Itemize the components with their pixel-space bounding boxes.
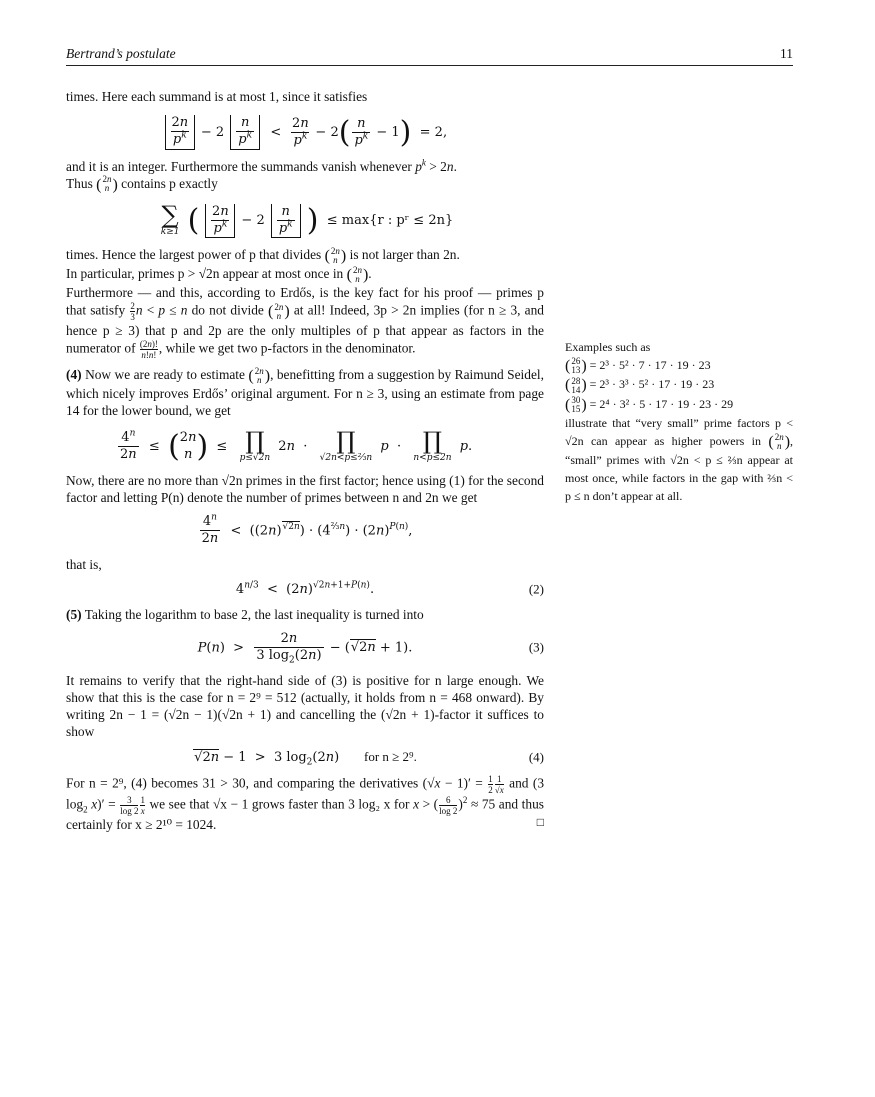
equation-number: (4) [528,749,544,765]
equation-condition: for n ≥ 2⁹. [364,749,417,765]
text-fragment: is not larger than 2n. [349,247,460,263]
equation-number: (2) [528,581,544,597]
page-number: 11 [780,46,793,61]
paragraph: It remains to verify that the right-hand side of (3) is positive for n large enough. We show that this is the case for n = 2⁹ = 512 (actually, it holds from n = 468 onward). By writing 2n − 1 = (√2n − 1)(√2n + 1) and cancelling the (√2n + 1)-factor it suffices to show [66,673,544,740]
margin-note-example: ( 28 14 ) = 2³ · 3³ · 5² · 17 · 19 · 23 [565,375,715,395]
main-text [66,88,544,833]
paragraph: (4) Now we are ready to estimate ( 2n n ), benefitting from a suggestion by Raimund Seidel, which nicely improves Erdős’ original argument. For n ≥ 3, using an estimate from page 14 for the lower bound, we get [66,366,544,419]
text-fragment: at all! Indeed, 3p > 2n implies (for n ≥ 3, and hence p ≥ 3) that p and 2p are the only multiples of p that appear as factors in the numerator of [66,302,544,356]
text-fragment: For n = 2⁹, (4) becomes 31 > 30, and comparing the derivatives [66,775,419,791]
equation-sum: ∑ k≥1 ( $\frac{2n}{p^k}$ − 2 $\frac{n}{p^k}$ ) ≤ max{r : pʳ ≤ 2n} [160,201,454,239]
equation-rhs: ≤ max{r : pʳ ≤ 2n} [326,213,454,229]
example-factorization: = 2⁴ · 3² · 5 · 17 · 19 · 23 · 29 [589,396,734,411]
paragraph: that is, [66,556,102,572]
text-fragment: ≈ 75 and thus certainly for x ≥ 2¹⁰ = 1024. [66,796,544,833]
example-factorization: = 2³ · 5² · 7 · 17 · 19 · 23 [589,358,711,372]
text-fragment: , while we get two p-factors in the denominator. [158,340,416,356]
text-fragment: and it is an integer. Furthermore the summands vanish whenever [66,158,412,174]
running-title: Bertrand’s postulate [66,46,176,61]
equation-4: √2n − 1 > 3 $\log_2(2n)$ for n ≥ 2⁹. (4) [194,749,544,768]
equation-3: P(n) > $\frac{2n}{3 \log_2(2n)}$ − (√2n + 1). (3) [197,630,544,666]
text-fragment: Thus [66,175,93,191]
equation-2: $4^{n/3} < (2n)^{√2n+1+P(n)}$. (2) [235,580,544,597]
product-index-1: p≤√2n [239,453,271,464]
margin-note-example: ( 30 15 ) = 2⁴ · 3² · 5 · 17 · 19 · 23 · 29 [565,394,734,414]
paragraph [66,606,544,623]
text-fragment: Now we are ready to estimate [85,367,245,383]
text-fragment: , “small” primes with √2n < p ≤ ⅔n appear at most once, while factors in the gap with ⅔n < p ≤ n don’t appear at all. [565,433,794,503]
text-fragment: do not divide [191,302,264,318]
paragraph: and it is an integer. Furthermore the summands vanish whenever $p^k > 2n$. Thus ( 2n n ) contains p exactly [66,157,457,194]
text-fragment: contains p exactly [121,175,218,191]
margin-note-intro: Examples such as [565,340,651,354]
paragraph: times. Here each summand is at most 1, since it satisfies [66,89,368,104]
page-header [66,45,793,66]
step-label: (4) [66,367,82,383]
paragraph: times. Hence the largest power of p that divides ( 2n n ) is not larger than 2n. In particular, primes p > √2n appear at most once in ( 2n n ). [66,246,460,285]
text-fragment: Furthermore — and this, according to Erdős, is the key fact for his proof — primes p that satisfy [66,285,544,318]
paragraph: Now, there are no more than √2n primes in the first factor; hence using (1) for the second factor and letting P(n) denote the number of primes between n and 2n we get [66,473,544,506]
example-factorization: = 2³ · 3³ · 5² · 17 · 19 · 23 [589,377,715,392]
product-index-2: √2n<p≤⅔n [319,453,373,464]
text-fragment: In particular, primes p > √2n appear at most once in [66,266,344,282]
text-fragment: Taking the logarithm to base 2, the last inequality is turned into [84,606,424,622]
qed-symbol: □ [536,815,544,830]
text-fragment: times. Hence the largest power of p that divides [66,247,322,263]
margin-note [565,338,793,505]
step-label: (5) [66,606,82,622]
paragraph: For n = 2⁹, (4) becomes 31 > 30, and comparing the derivatives (√x − 1)′ = $\frac{1}{2}$ $\frac{1}{√x}$ and (3 $\log_2 x)'$ = $\frac{3}{\log 2}$ $\frac{1}{x}$ we see that √x − 1 grows faster than 3 log₂ x for x > ( $\frac{6}{\log 2}$ )$^2$ ≈ 75 and thus certainly for x ≥ 2¹⁰ = 1024. □ [66,774,545,833]
text-fragment: illustrate that “very small” prime factors p < √2n can appear as higher powers in [565,415,793,448]
margin-note-example: ( 26 13 ) = 2³ · 5² · 7 · 17 · 19 · 23 [565,356,711,376]
paragraph: Furthermore — and this, according to Erdős, is the key fact for his proof — primes p that satisfy $\frac{2}{3}$ n < p ≤ n do not divide ( 2n n ) at all! Indeed, 3p > 2n implies (for n ≥ 3, and hence p ≥ 3) that p and 2p are the only multiples of p that appear as factors in the numerator of $\frac{(2n)!}{n!n!}$ , while we get two p-factors in the denominator. [66,285,544,361]
equation-product-bound: $\frac{4^n}{2n}$ ≤ ( 2n n ) ≤ ∏ p≤√2n 2n · ∏ √2n<p≤⅔n p · ∏ n<p≤2n p. [120,427,473,465]
product-index-3: n<p≤2n [413,453,452,464]
equation-power-bound: $\frac{4^n}{2n}$ < $((2n)^{√2n}) \cdot (4^{\frac{2}{3}n}) \cdot (2n)^{P(n)}$, [201,512,413,547]
equation-rhs: = 2, [419,124,448,140]
equation-summand-bound: $\frac{2n}{p^k}$ − 2 $\frac{n}{p^k}$ < $\frac{2n}{p^k}$ − 2( $\frac{n}{p^k}$ − 1) = 2, [66,115,544,150]
margin-note-text: illustrate that “very small” prime factors p < √2n can appear as higher powers in ( 2n n ), “small” primes with √2n < p ≤ ⅔n appear at most once, while factors in the gap with ⅔n < p ≤ n don’t appear at all. [565,415,794,503]
text-fragment: , benefitting from a suggestion by Raimund Seidel, which nicely improves Erdős’ original argument. For n ≥ 3, using an estimate from page 14 for the lower bound, we get [66,367,544,419]
text-fragment: we see that √x − 1 grows faster than 3 log₂ x for [149,796,410,812]
equation-number: (3) [528,639,544,655]
